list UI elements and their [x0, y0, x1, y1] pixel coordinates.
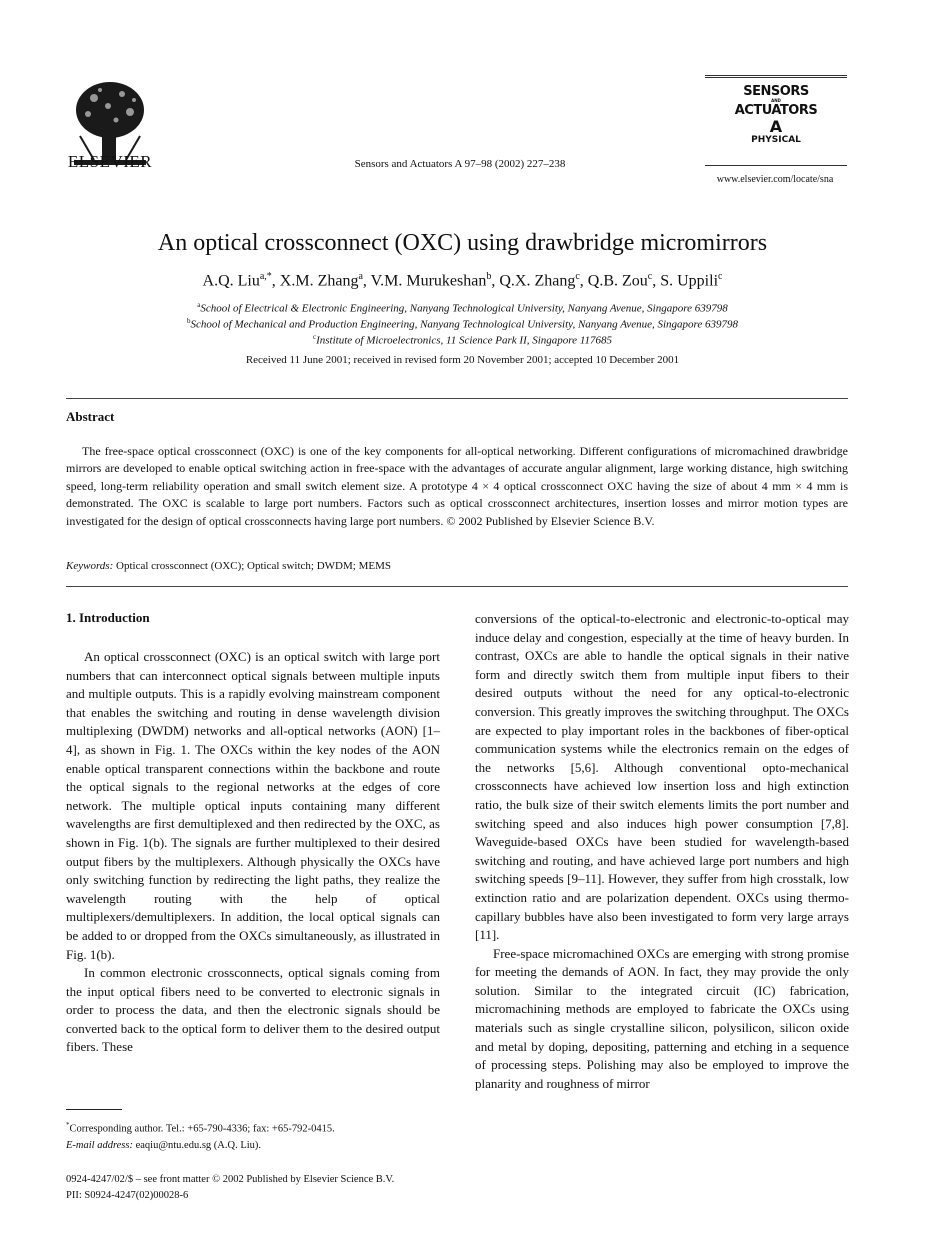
author-name: Q.X. Zhang: [499, 272, 576, 290]
author-affil-marker: a: [358, 271, 363, 282]
left-column: [66, 648, 440, 1057]
divider: [66, 398, 848, 399]
affiliation: [60, 333, 865, 347]
email-address: eaqiu@ntu.edu.sg (A.Q. Liu).: [135, 1139, 262, 1151]
author-name: S. Uppili: [660, 272, 719, 290]
footnote: [66, 1117, 440, 1154]
paper-title: An optical crossconnect (OXC) using drawbridge micromirrors: [157, 230, 768, 256]
journal-logo-line1: SENSORS: [743, 84, 809, 99]
author-affil-marker: c: [718, 271, 723, 282]
received-dates: Received 11 June 2001; received in revised form 20 November 2001; accepted 10 December 2001: [245, 354, 680, 366]
keywords-text: Optical crossconnect (OXC); Optical switch; DWDM; MEMS: [116, 560, 391, 572]
corresponding-author-note: [66, 1117, 440, 1138]
affiliation: [60, 317, 865, 331]
email-label: E-mail address:: [66, 1139, 133, 1151]
body-paragraph: conversions of the optical-to-electronic and electronic-to-optical may induce delay and congestion, especially at the time of heavy burden. In contrast, OXCs are able to handle the optical signals in their native form and directly switch them from multiple input fibers to their desired outputs without the need for any optical-to-electronic conversion. This greatly improves the switching throughput. The OXCs are expected to play important roles in the backbones of fiber-optical communication systems while the electronics remain on the edges of the networks [5,6]. Although conventional opto-mechanical crossconnects have achieved low insertion loss and high extinction ratio, the bulk size of their switch elements limits the port number and switching speed and also induces high power consumption [7,8]. Waveguide-based OXCs have been studied for wavelength-based switching and routing, and have achieved large port numbers and high switching speeds [9–11]. However, they suffer from high crosstalk, low extinction ratio and are polarization dependent. OXCs using thermo-capillary bubbles have also been investigated to form very large arrays [11].: [475, 611, 849, 943]
author-affil-marker: b: [486, 271, 492, 282]
author-separator: ,: [491, 272, 500, 290]
journal-logo-line5: PHYSICAL: [751, 135, 801, 145]
affiliation-marker: a: [197, 301, 201, 309]
affiliation-marker: b: [186, 317, 191, 325]
publisher-name: ELSEVIER: [67, 152, 153, 171]
journal-logo-line2: AND: [771, 98, 781, 103]
issn-line: 0924-4247/02/$ – see front matter © 2002 Published by Elsevier Science B.V.: [66, 1174, 395, 1185]
divider: [66, 586, 848, 587]
abstract-heading: Abstract: [66, 409, 115, 424]
author-name: A.Q. Liu: [202, 272, 260, 290]
affiliation-text: Institute of Microelectronics, 11 Science Park II, Singapore 117685: [316, 334, 612, 347]
corresponding-text: Corresponding author. Tel.: +65-790-4336; fax: +65-792-0415.: [69, 1123, 335, 1135]
journal-logo: [705, 75, 847, 167]
affiliation-text: School of Mechanical and Production Engineering, Nanyang Technological University, Nanyang Avenue, Singapore 639798: [190, 318, 739, 331]
author-separator: ,: [271, 272, 280, 290]
affiliation-text: School of Electrical & Electronic Engineering, Nanyang Technological University, Nanyang Avenue, Singapore 639798: [200, 302, 728, 315]
author-name: X.M. Zhang: [279, 272, 359, 290]
journal-reference: Sensors and Actuators A 97–98 (2002) 227–238: [354, 158, 566, 170]
body-paragraph: In common electronic crossconnects, optical signals coming from the input optical fibers need to be converted to electronic signals in order to process the data, and then the electronic signals should be converted back to the optical form to deliver them to the desired output fibers. These: [66, 965, 440, 1055]
author-name: V.M. Murukeshan: [370, 272, 487, 290]
author-affil-marker: c: [647, 271, 653, 282]
pii-line: PII: S0924-4247(02)00028-6: [66, 1190, 189, 1201]
body-paragraph: Free-space micromachined OXCs are emerging with strong promise for meeting the demands of AON. In fact, they may provide the only solution. Similar to the integrated circuit (IC) fabrication, micromachining methods are employed to fabricate the OXCs using materials such as single crystalline silicon, polysilicon, silicon oxide and metal by doping, depositing, patterning and etching in a sequence of processing steps. Polishing may also be employed to improve the planarity and roughness of mirror: [475, 945, 849, 1091]
footnote-divider: [66, 1109, 122, 1110]
article-meta: [66, 1172, 486, 1204]
email-note: [66, 1138, 440, 1154]
footnote-marker: *: [66, 1121, 70, 1129]
author-name: Q.B. Zou: [587, 272, 648, 290]
right-column: [475, 610, 849, 1093]
journal-url: www.elsevier.com/locate/sna: [716, 174, 834, 185]
section-heading: 1. Introduction: [66, 610, 150, 625]
author-list: [60, 271, 865, 290]
author-separator: ,: [579, 272, 588, 290]
abstract-text: The free-space optical crossconnect (OXC) is one of the key components for all-optical networking. Different configurations of micromachined drawbridge mirrors are developed to enable optical switching action in free-space with the advantages of accurate angular alignment, large working distance, high switching speed, long-term reliability operation and small switch element size. A prototype 4 × 4 optical crossconnect OXC having the size of about 4 mm × 4 mm is demonstrated. The OXC is scalable to large port numbers. Factors such as optical crossconnect architectures, insertion losses and mirror motion types are investigated for the design of optical crossconnects having large port numbers. © 2002 Published by Elsevier Science B.V.: [66, 444, 848, 528]
body-paragraph: An optical crossconnect (OXC) is an optical switch with large port numbers that can interconnect optical signals between multiple inputs and multiple outputs. This is a rapidly evolving mainstream component that enables the switching and routing in dense wavelength division multiplexing (DWDM) networks and all-optical networks (AON) [1–4], as shown in Fig. 1. The OXCs within the key nodes of the AON enable optical transparent connections within the backbone and route the optical signals to the regional networks at the edges of core network. The multiple optical inputs containing many different wavelengths are first demultiplexed and then redirected by the OXC, as shown in Fig. 1(b). The signals are further multiplexed to their desired output fibers by the multiplexers. Although physically the OXCs have only switching function by redirecting the light paths, they realize the wavelength routing with the help of optical multiplexers/demultiplexers. In addition, the local optical signals can be added to or dropped from the OXCs simultaneously, as illustrated in Fig. 1(b).: [66, 649, 440, 962]
author-separator: ,: [652, 272, 661, 290]
author-affil-marker: c: [575, 271, 580, 282]
affiliation-marker: c: [312, 333, 317, 341]
keywords-label: Keywords:: [66, 560, 114, 572]
journal-logo-line4: A: [769, 117, 783, 136]
journal-logo-line3: ACTUATORS: [734, 103, 818, 118]
keywords: [66, 560, 848, 572]
author-separator: ,: [362, 272, 371, 290]
affiliation: [60, 301, 865, 315]
author-affil-marker: a,*: [259, 271, 272, 282]
